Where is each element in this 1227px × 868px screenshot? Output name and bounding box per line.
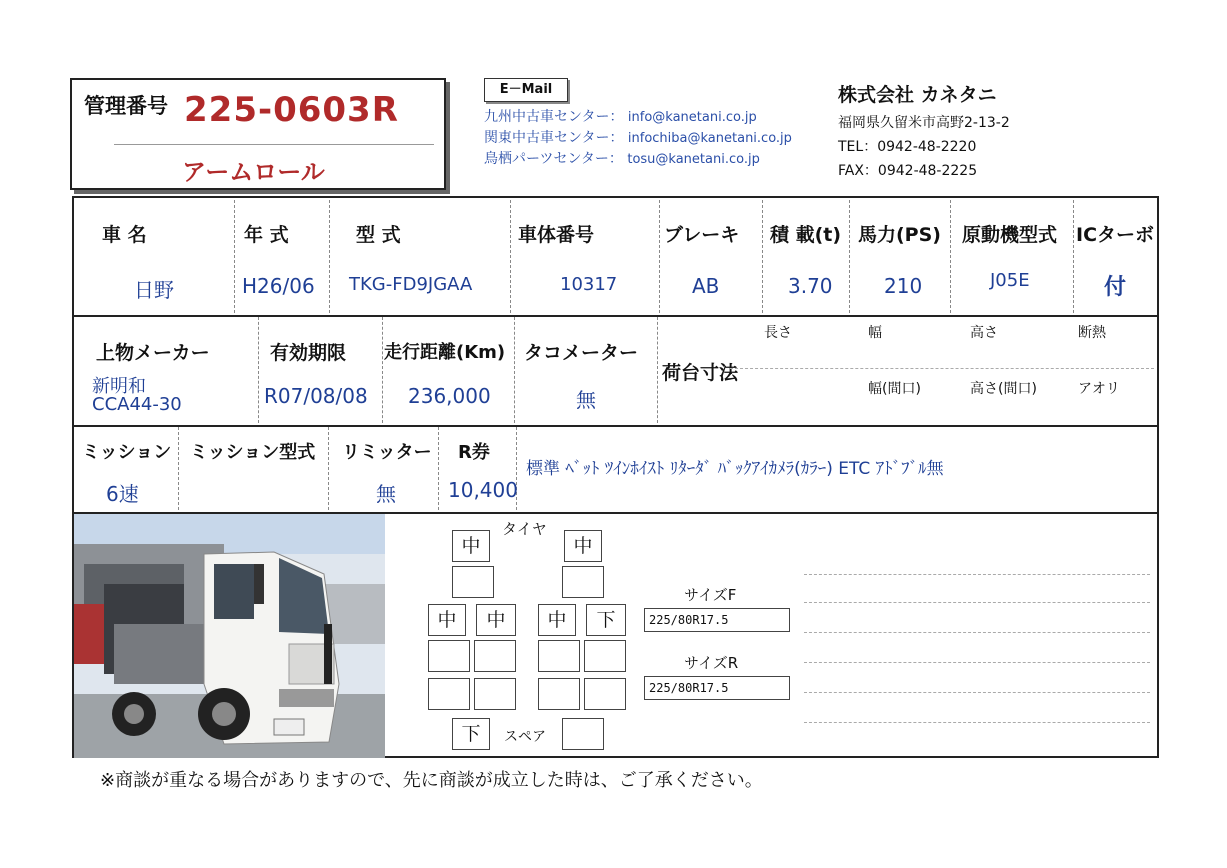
size-r-value: 225/80R17.5 — [644, 676, 790, 700]
company-name: 株式会社 カネタニ — [838, 84, 997, 106]
col-divider — [659, 200, 660, 313]
header-chassis-no: 車体番号 — [518, 224, 595, 246]
tire-rear-row2-1 — [428, 640, 470, 672]
company-address: 福岡県久留米市高野2-13-2 — [838, 115, 1010, 131]
col-divider — [657, 317, 658, 423]
note-line — [804, 662, 1150, 663]
tire-spare-2 — [562, 718, 604, 750]
email-title: E－Mail — [499, 82, 553, 97]
header-ic-turbo: ICターボ — [1076, 224, 1155, 246]
col-divider — [234, 200, 235, 313]
dim-inner-width-label: 幅(間口) — [868, 381, 921, 397]
tire-spare: 下 — [452, 718, 490, 750]
value-payload: 3.70 — [788, 274, 833, 298]
spec-table — [72, 196, 1159, 758]
center-name: 鳥栖パーツセンター： — [484, 151, 623, 167]
header-cargo-dims: 荷台寸法 — [662, 362, 739, 384]
tire-rear-1: 中 — [428, 604, 466, 636]
size-r-label: サイズR — [684, 654, 739, 672]
note-line — [804, 574, 1150, 575]
tire-front-right: 中 — [564, 530, 602, 562]
tire-title: タイヤ — [502, 520, 547, 538]
center-name: 九州中古車センター： — [484, 109, 624, 125]
tire-rear-row3-3 — [538, 678, 580, 710]
tire-rear-row2-2 — [474, 640, 516, 672]
equipment-text: 標準 ﾍﾞｯﾄ ﾂｲﾝﾎｲｽﾄ ﾘﾀｰﾀﾞ ﾊﾞｯｸｱｲｶﾒﾗ(ｶﾗｰ) ETC ｱﾄﾞﾌﾞﾙ無 — [526, 459, 944, 479]
company-tel: TEL：0942-48-2220 — [838, 139, 977, 155]
tire-rear-row3-4 — [584, 678, 626, 710]
header-expiry: 有効期限 — [270, 342, 347, 364]
header-car-name: 車 名 — [102, 224, 147, 246]
center-2 — [484, 127, 792, 147]
header-transmission-type: ミッション型式 — [190, 442, 316, 463]
center-email[interactable]: infochiba@kanetani.co.jp — [627, 131, 792, 146]
tire-rear-4: 下 — [586, 604, 626, 636]
email-title-box — [484, 78, 568, 102]
dim-inner-height-label: 高さ(間口) — [970, 381, 1037, 397]
value-expiry: R07/08/08 — [264, 384, 368, 408]
col-divider — [382, 317, 383, 423]
dim-width-label: 幅 — [868, 325, 882, 341]
header-model: 型 式 — [356, 224, 401, 246]
tire-front-left-2 — [452, 566, 494, 598]
center-email[interactable]: tosu@kanetani.co.jp — [627, 152, 760, 167]
col-divider — [1073, 200, 1074, 313]
header-brake: ブレーキ — [664, 224, 740, 246]
header-horsepower: 馬力(PS) — [858, 224, 941, 246]
size-f-label: サイズF — [684, 586, 737, 604]
header-r-ken: R券 — [458, 442, 490, 463]
center-name: 関東中古車センター： — [484, 130, 624, 146]
col-divider — [762, 200, 763, 313]
value-brake: AB — [692, 274, 720, 298]
body-type: アームロール — [182, 158, 325, 186]
tire-rear-row2-3 — [538, 640, 580, 672]
kanri-number: 225-0603R — [184, 90, 399, 130]
value-transmission: 6速 — [106, 482, 139, 506]
footer-note: ※商談が重なる場合がありますので、先に商談が成立した時は、ご了承ください。 — [100, 770, 763, 791]
size-f-value: 225/80R17.5 — [644, 608, 790, 632]
tire-rear-row3-1 — [428, 678, 470, 710]
header-body-maker: 上物メーカー — [96, 342, 210, 364]
dim-insulation-label: 断熱 — [1078, 325, 1106, 341]
header-payload: 積 載(t) — [770, 224, 842, 246]
value-ic-turbo: 付 — [1104, 275, 1127, 300]
value-chassis-no: 10317 — [560, 274, 618, 295]
col-divider — [950, 200, 951, 313]
tire-rear-2: 中 — [476, 604, 516, 636]
dim-length-label: 長さ — [764, 325, 792, 341]
header-transmission: ミッション — [82, 442, 172, 463]
value-mileage: 236,000 — [408, 384, 491, 408]
header-mileage: 走行距離(Km) — [384, 342, 506, 363]
company-fax: FAX：0942-48-2225 — [838, 163, 978, 179]
header-tachometer: タコメーター — [524, 342, 639, 364]
divider — [114, 144, 434, 145]
value-car-name: 日野 — [134, 278, 174, 302]
management-number-box — [70, 78, 446, 190]
dims-divider — [730, 368, 1154, 369]
col-divider — [514, 317, 515, 423]
tire-rear-3: 中 — [538, 604, 576, 636]
col-divider — [329, 200, 330, 313]
note-line — [804, 692, 1150, 693]
value-body-maker: 新明和 — [92, 376, 146, 397]
tire-front-left: 中 — [452, 530, 490, 562]
dim-gate-label: アオリ — [1078, 381, 1120, 397]
truck-photo — [74, 514, 385, 758]
note-line — [804, 632, 1150, 633]
col-divider — [178, 427, 179, 510]
value-r-ken: 10,400 — [448, 478, 518, 502]
dim-height-label: 高さ — [970, 325, 998, 341]
value-year: H26/06 — [242, 274, 315, 298]
truck-photo-svg — [74, 514, 385, 758]
col-divider — [510, 200, 511, 313]
center-email[interactable]: info@kanetani.co.jp — [627, 110, 757, 125]
value-body-maker-model: CCA44-30 — [92, 394, 182, 415]
col-divider — [438, 427, 439, 510]
value-limiter: 無 — [376, 482, 396, 506]
header-engine: 原動機型式 — [962, 224, 1058, 246]
tire-front-right-2 — [562, 566, 604, 598]
note-line — [804, 722, 1150, 723]
note-line — [804, 602, 1150, 603]
col-divider — [849, 200, 850, 313]
col-divider — [328, 427, 329, 510]
header-limiter: リミッター — [342, 442, 432, 463]
tire-rear-row3-2 — [474, 678, 516, 710]
value-horsepower: 210 — [884, 274, 923, 298]
center-1 — [484, 106, 757, 126]
col-divider — [258, 317, 259, 423]
spare-label: スペア — [504, 729, 546, 745]
value-engine: J05E — [990, 270, 1030, 291]
header-year: 年 式 — [244, 224, 289, 246]
tire-rear-row2-4 — [584, 640, 626, 672]
row-separator — [74, 425, 1157, 427]
value-tachometer: 無 — [576, 388, 596, 412]
value-model: TKG-FD9JGAA — [349, 274, 473, 295]
row-separator — [74, 315, 1157, 317]
kanri-label: 管理番号 — [84, 94, 168, 118]
center-3 — [484, 148, 760, 168]
